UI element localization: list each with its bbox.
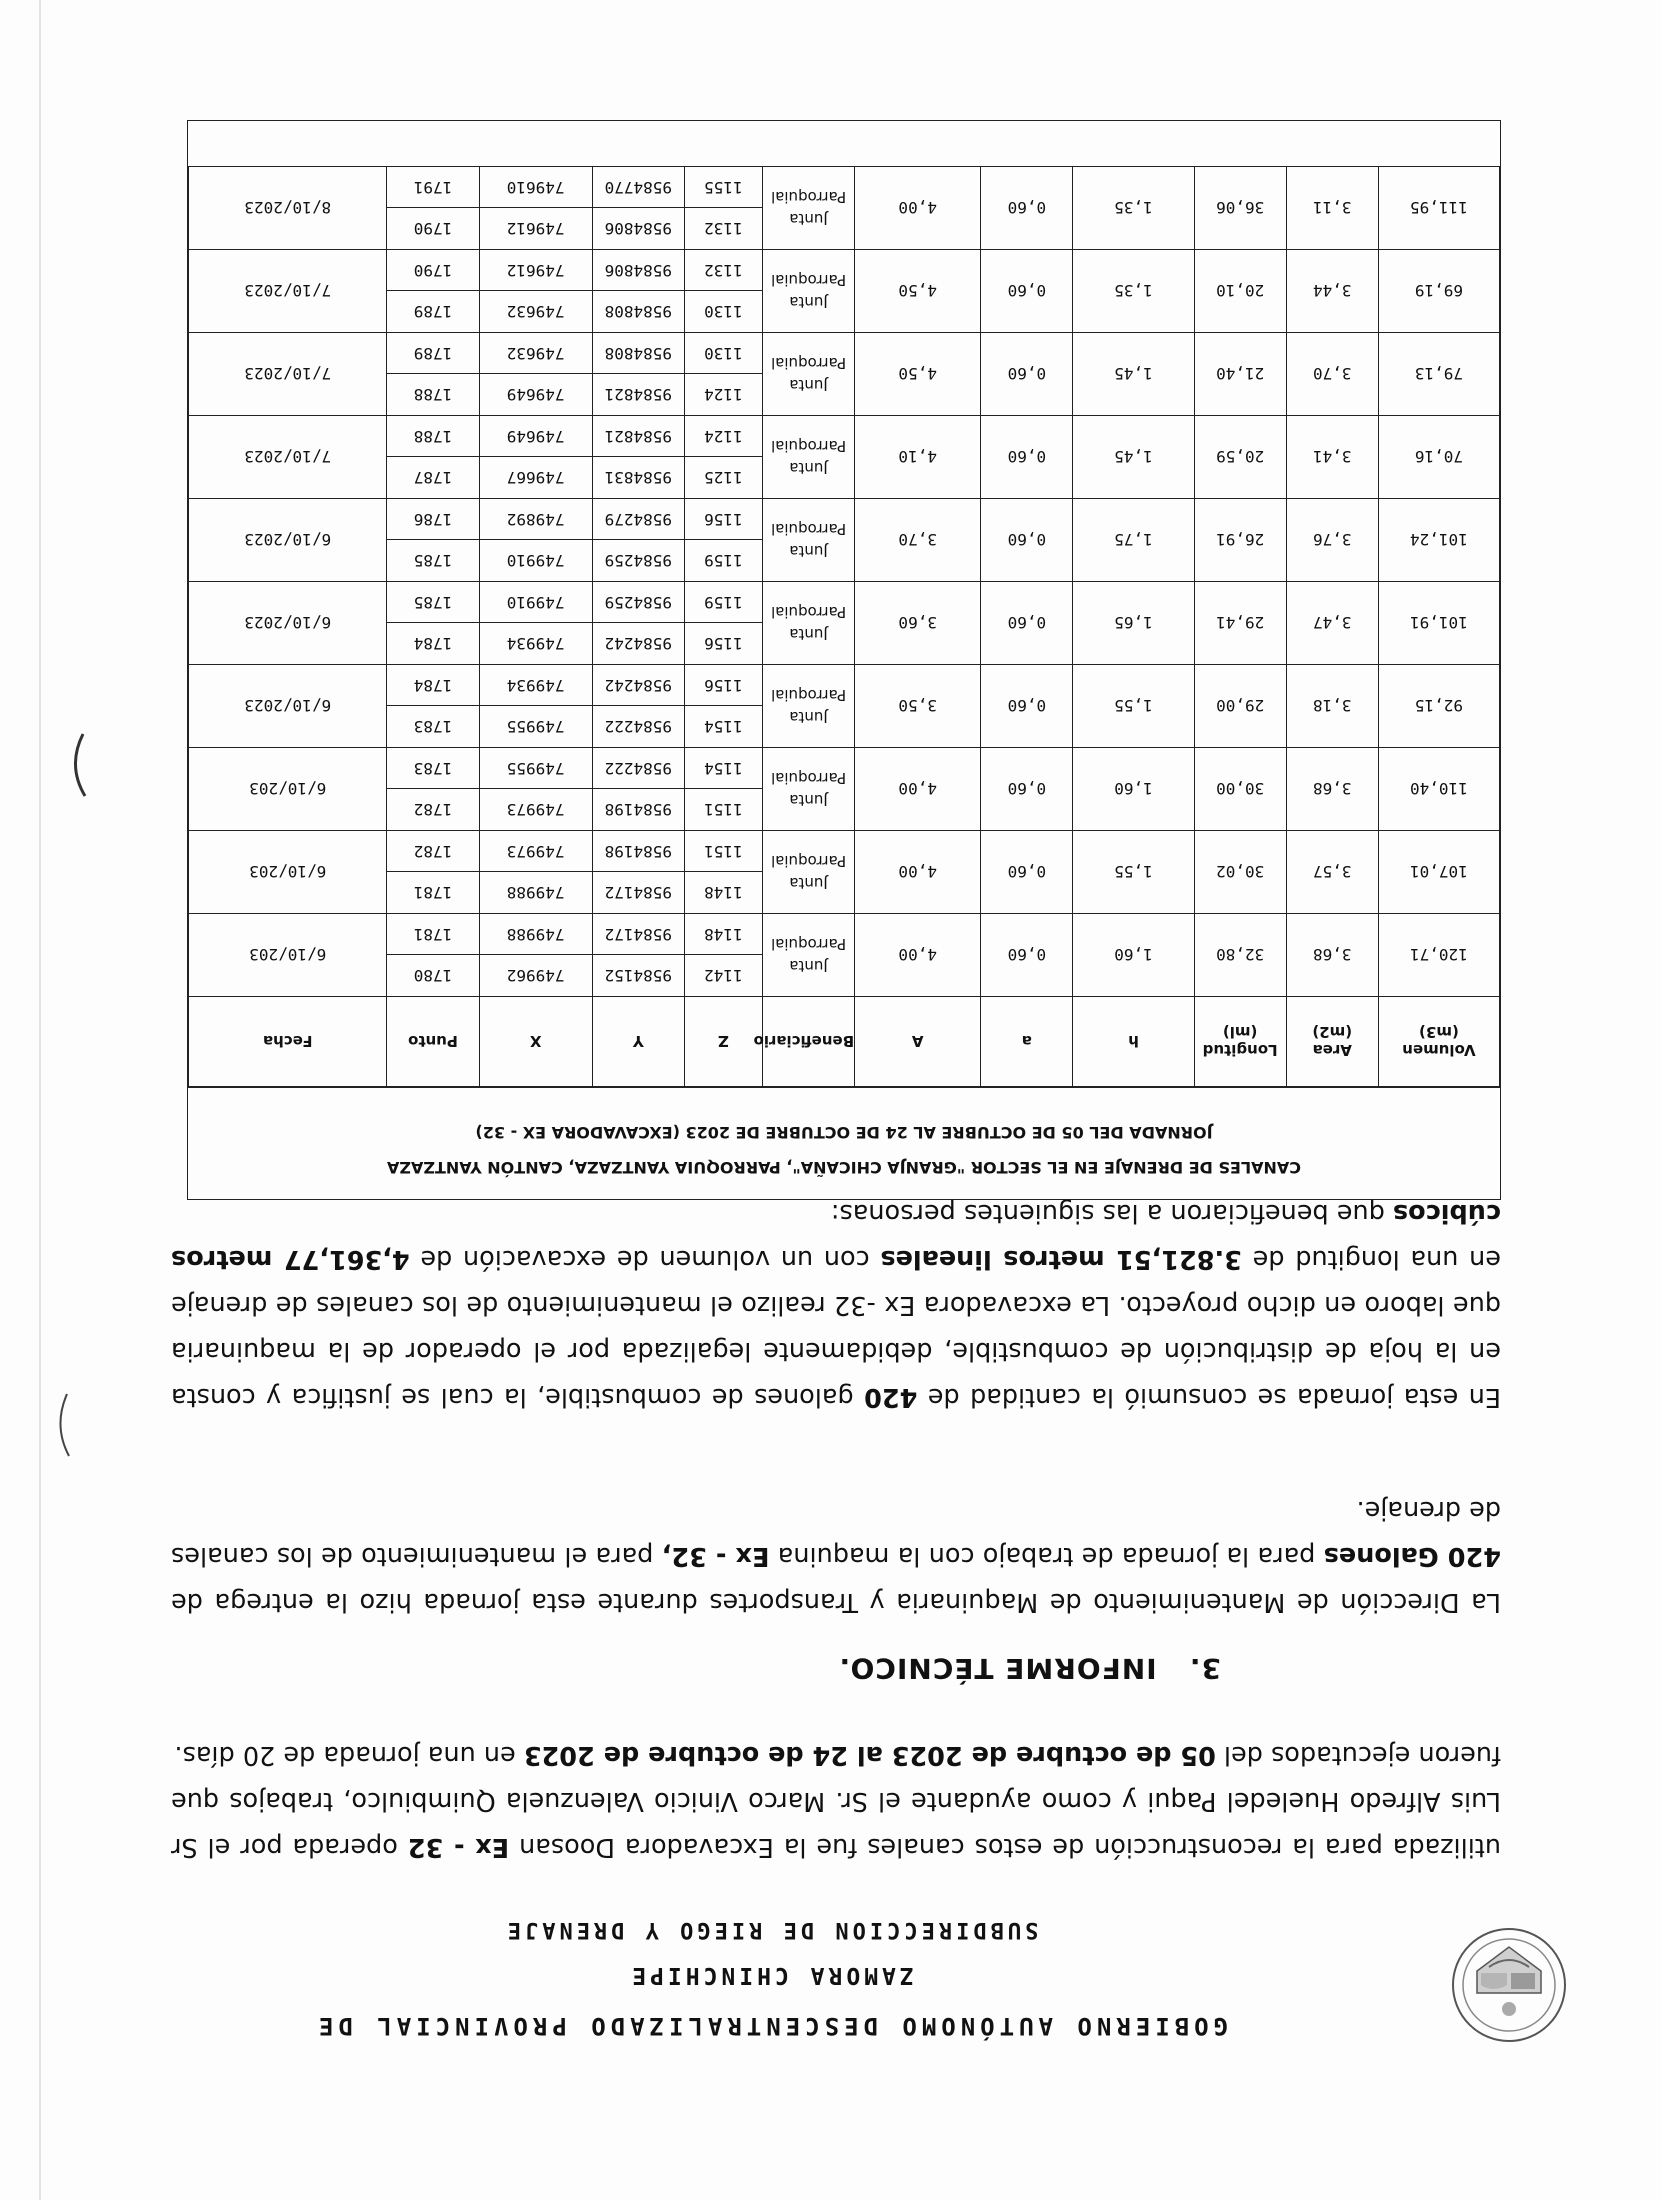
section-number: 3. [1188,1652,1221,1685]
text-run: operada por el Sr Luis Alfredo Hueledel Paqui y como ayudante el Sr. Marco Vinicio Valenzuela Quimbiulco, trabajos que fueron ejecutados del [171,1740,1501,1862]
cell-volumen: 111,95 [1378,167,1499,250]
table-row [189,872,1500,914]
cell-volumen: 107,01 [1378,831,1499,914]
beneficiario-line-2: Parroquial [771,603,847,621]
cell-punto: 1789 [387,291,479,333]
cell-y: 9584222 [592,748,684,790]
cell-a-upper: 4,50 [855,250,981,333]
cell-punto: 1791 [387,167,479,209]
cell-x: 749955 [479,706,592,748]
bold-run: 420 Galones [1323,1541,1501,1571]
table-row [189,457,1500,499]
cell-x: 749988 [479,872,592,914]
header-area-label: Area [1312,1041,1352,1060]
header-area [1286,997,1378,1087]
text-run: La Dirección de Mantenimiento de Maquinaria y Transportes durante esta jornada hizo la entrega de [171,1587,1501,1617]
bold-run: 05 de octubre de 2023 al 24 de octubre de 2023 [523,1740,1216,1770]
cell-punto: 1790 [387,250,479,292]
cell-a-lower: 0,60 [981,333,1073,416]
paragraph-fuel-delivery [171,1487,1501,1625]
cell-beneficiario [762,582,854,665]
cell-y: 9584259 [592,582,684,624]
cell-h: 1,55 [1073,831,1194,914]
cell-volumen: 69,19 [1378,250,1499,333]
table-body [189,167,1500,997]
cell-punto: 1784 [387,665,479,707]
drainage-table-box [187,120,1501,1200]
cell-h: 1,60 [1073,914,1194,997]
beneficiario-line-2: Parroquial [771,271,847,289]
cell-z: 1156 [684,623,762,665]
cell-y: 9584152 [592,955,684,997]
header-volumen-label: Volumen [1402,1041,1476,1060]
cell-y: 9584222 [592,706,684,748]
cell-fecha: 7/10/2023 [189,250,387,333]
cell-volumen: 110,40 [1378,748,1499,831]
cell-z: 1159 [684,582,762,624]
header-a-upper: A [855,997,981,1087]
cell-fecha: 6/10/2023 [189,582,387,665]
cell-area: 3,70 [1286,333,1378,416]
table-row [189,208,1500,250]
cell-punto: 1790 [387,208,479,250]
cell-longitud: 30,02 [1194,831,1286,914]
header-line-1: GOBIERNO AUTÓNOMO DESCENTRALIZADO PROVINCIAL DE [313,2012,1229,2040]
header-longitud-label: Longitud [1202,1041,1278,1060]
cell-punto: 1788 [387,374,479,416]
text-run: en una jornada de 20 días. [174,1740,524,1770]
beneficiario-line-2: Parroquial [771,852,847,870]
cell-punto: 1789 [387,333,479,375]
header-punto: Punto [387,997,479,1087]
cell-z: 1151 [684,831,762,873]
cell-punto: 1788 [387,416,479,458]
header-longitud-unit: (ml) [1222,1023,1258,1042]
cell-y: 9584198 [592,789,684,831]
cell-x: 749612 [479,208,592,250]
cell-x: 749910 [479,540,592,582]
cell-x: 749988 [479,914,592,956]
scan-edge-line [39,0,41,2200]
beneficiario-line-1: Junta [789,874,828,892]
cell-punto: 1785 [387,540,479,582]
cell-a-upper: 4,00 [855,831,981,914]
header-beneficiario: Beneficiario [762,997,854,1087]
header-longitud [1194,997,1286,1087]
cell-punto: 1784 [387,623,479,665]
cell-h: 1,45 [1073,416,1194,499]
cell-z: 1148 [684,914,762,956]
cell-h: 1,60 [1073,748,1194,831]
bold-run: Ex - 32, [661,1541,770,1571]
beneficiario-line-2: Parroquial [771,686,847,704]
cell-y: 9584172 [592,914,684,956]
cell-z: 1154 [684,748,762,790]
paragraph-machinery [171,1732,1501,1870]
cell-a-lower: 0,60 [981,914,1073,997]
cell-x: 749632 [479,291,592,333]
beneficiario-line-1: Junta [789,459,828,477]
cell-area: 3,76 [1286,499,1378,582]
cell-y: 9584242 [592,623,684,665]
table-row [189,955,1500,997]
section-heading [839,1652,1221,1685]
cell-volumen: 101,24 [1378,499,1499,582]
cell-x: 749649 [479,416,592,458]
cell-h: 1,45 [1073,333,1194,416]
cell-punto: 1781 [387,914,479,956]
cell-beneficiario [762,499,854,582]
cell-z: 1132 [684,250,762,292]
cell-area: 3,57 [1286,831,1378,914]
cell-volumen: 79,13 [1378,333,1499,416]
cell-a-upper: 4,00 [855,914,981,997]
cell-area: 3,68 [1286,748,1378,831]
cell-h: 1,55 [1073,665,1194,748]
cell-x: 749910 [479,582,592,624]
cell-y: 9584172 [592,872,684,914]
cell-beneficiario [762,914,854,997]
cell-punto: 1782 [387,789,479,831]
cell-area: 3,47 [1286,582,1378,665]
cell-longitud: 20,59 [1194,416,1286,499]
cell-y: 9584279 [592,499,684,541]
cell-z: 1156 [684,499,762,541]
text-run: que beneficiaron a las siguientes personas: [830,1198,1393,1228]
table-title-line-1: CANALES DE DRENAJE EN EL SECTOR "GRANJA CHICAÑA", PARROQUIA YANTZAZA, CANTÓN YANTZAZA [386,1158,1302,1177]
cell-beneficiario [762,250,854,333]
beneficiario-line-1: Junta [789,625,828,643]
cell-beneficiario [762,167,854,250]
cell-a-upper: 3,50 [855,665,981,748]
cell-y: 9584821 [592,416,684,458]
cell-z: 1151 [684,789,762,831]
cell-x: 749973 [479,831,592,873]
cell-area: 3,11 [1286,167,1378,250]
cell-a-lower: 0,60 [981,250,1073,333]
cell-fecha: 8/10/2023 [189,167,387,250]
table-row [189,623,1500,665]
cell-a-upper: 4,10 [855,416,981,499]
table-row [189,706,1500,748]
cell-a-upper: 3,60 [855,582,981,665]
cell-x: 749934 [479,623,592,665]
cell-longitud: 29,41 [1194,582,1286,665]
cell-y: 9584242 [592,665,684,707]
cell-z: 1159 [684,540,762,582]
cell-z: 1156 [684,665,762,707]
cell-a-lower: 0,60 [981,748,1073,831]
cell-z: 1142 [684,955,762,997]
cell-longitud: 26,91 [1194,499,1286,582]
cell-z: 1130 [684,291,762,333]
cell-fecha: 6/10/203 [189,748,387,831]
cell-x: 749962 [479,955,592,997]
cell-longitud: 32,80 [1194,914,1286,997]
cell-h: 1,35 [1073,167,1194,250]
text-run: con un volumen de excavación de [409,1244,881,1274]
header-line-2: ZAMORA CHINCHIPE [628,1962,914,1988]
header-fecha: Fecha [189,997,387,1087]
scan-mark-icon [61,730,91,800]
cell-a-lower: 0,60 [981,665,1073,748]
cell-y: 9584770 [592,167,684,209]
header-h: h [1073,997,1194,1087]
beneficiario-line-1: Junta [789,293,828,311]
cell-a-upper: 4,00 [855,748,981,831]
cell-h: 1,35 [1073,250,1194,333]
header-volumen [1378,997,1499,1087]
text-run: En esta jornada se consumió la cantidad de [917,1382,1501,1412]
cell-z: 1148 [684,872,762,914]
cell-a-lower: 0,60 [981,499,1073,582]
cell-a-upper: 4,50 [855,333,981,416]
cell-punto: 1780 [387,955,479,997]
text-run: para el mantenimiento de los canales de drenaje. [171,1495,1501,1571]
cell-punto: 1783 [387,706,479,748]
cell-punto: 1785 [387,582,479,624]
cell-y: 9584259 [592,540,684,582]
cell-punto: 1783 [387,748,479,790]
text-run: utilizada para la reconstrucción de estos canales fue la Excavadora Doosan [509,1832,1501,1862]
beneficiario-line-1: Junta [789,791,828,809]
cell-x: 749955 [479,748,592,790]
cell-volumen: 120,71 [1378,914,1499,997]
cell-x: 749892 [479,499,592,541]
cell-fecha: 7/10/2023 [189,333,387,416]
beneficiario-line-1: Junta [789,210,828,228]
cell-area: 3,68 [1286,914,1378,997]
beneficiario-line-1: Junta [789,708,828,726]
header-volumen-unit: (m3) [1419,1023,1459,1042]
institution-seal-icon [1449,1925,1569,2045]
header-y: Y [592,997,684,1087]
beneficiario-line-2: Parroquial [771,437,847,455]
text-run: para la jornada de trabajo con la maquina [769,1541,1324,1571]
cell-volumen: 101,91 [1378,582,1499,665]
cell-y: 9584808 [592,333,684,375]
cell-h: 1,75 [1073,499,1194,582]
cell-volumen: 92,15 [1378,665,1499,748]
cell-x: 749973 [479,789,592,831]
cell-z: 1130 [684,333,762,375]
table-title [188,1087,1500,1199]
beneficiario-line-1: Junta [789,957,828,975]
cell-fecha: 6/10/2023 [189,499,387,582]
cell-x: 749934 [479,665,592,707]
cell-area: 3,41 [1286,416,1378,499]
cell-a-lower: 0,60 [981,167,1073,250]
bold-run: 4,361,77 metros cúbicos [170,1198,1501,1274]
cell-y: 9584806 [592,208,684,250]
beneficiario-line-2: Parroquial [771,354,847,372]
cell-punto: 1787 [387,457,479,499]
cell-y: 9584198 [592,831,684,873]
cell-punto: 1786 [387,499,479,541]
cell-longitud: 30,00 [1194,748,1286,831]
cell-z: 1155 [684,167,762,209]
section-title: INFORME TÉCNICO. [838,1652,1157,1685]
cell-y: 9584806 [592,250,684,292]
cell-longitud: 29,00 [1194,665,1286,748]
cell-longitud: 21,40 [1194,333,1286,416]
cell-fecha: 6/10/203 [189,831,387,914]
cell-x: 749667 [479,457,592,499]
table-row [189,540,1500,582]
cell-fecha: 6/10/203 [189,914,387,997]
scan-mark-icon [45,1390,75,1460]
cell-x: 749632 [479,333,592,375]
cell-punto: 1782 [387,831,479,873]
cell-longitud: 20,10 [1194,250,1286,333]
header-a-lower: a [981,997,1073,1087]
cell-fecha: 6/10/2023 [189,665,387,748]
beneficiario-line-2: Parroquial [771,520,847,538]
text-run: galones de combustible, la cual se justifica y consta en la hoja de distribución de combustible, debidamente legalizada por el operador de la maquinaria que laboro en dicho proyecto. La excavadora Ex -32 realizo el mantenimiento de los canales de drenaje en una longitud de [170,1244,1501,1412]
cell-z: 1154 [684,706,762,748]
cell-longitud: 36,06 [1194,167,1286,250]
cell-beneficiario [762,416,854,499]
beneficiario-line-2: Parroquial [771,769,847,787]
bold-run: 420 [864,1382,918,1412]
table-row [189,291,1500,333]
cell-z: 1124 [684,416,762,458]
table-title-line-2: JORNADA DEL 05 DE OCTUBRE AL 24 DE OCTUBRE DE 2023 (EXCAVADORA EX - 32) [475,1123,1213,1142]
cell-a-upper: 4,00 [855,167,981,250]
cell-beneficiario [762,665,854,748]
beneficiario-line-2: Parroquial [771,935,847,953]
cell-x: 749612 [479,250,592,292]
cell-y: 9584808 [592,291,684,333]
cell-h: 1,65 [1073,582,1194,665]
cell-fecha: 7/10/2023 [189,416,387,499]
header-x: X [479,997,592,1087]
cell-a-lower: 0,60 [981,416,1073,499]
header-area-unit: (m2) [1312,1023,1353,1042]
cell-a-lower: 0,60 [981,582,1073,665]
beneficiario-line-2: Parroquial [771,188,847,206]
header-z: Z [684,997,762,1087]
cell-area: 3,44 [1286,250,1378,333]
cell-y: 9584831 [592,457,684,499]
bold-run: Ex - 32 [407,1832,510,1862]
header-line-3: SUBDIRECCION DE RIEGO Y DRENAJE [503,1917,1039,1942]
cell-beneficiario [762,831,854,914]
cell-a-upper: 3,70 [855,499,981,582]
table-row [189,374,1500,416]
cell-area: 3,18 [1286,665,1378,748]
document-header [181,1917,1361,2040]
cell-y: 9584821 [592,374,684,416]
cell-beneficiario [762,333,854,416]
cell-a-lower: 0,60 [981,831,1073,914]
beneficiario-line-1: Junta [789,542,828,560]
cell-z: 1132 [684,208,762,250]
table-header-row [189,997,1500,1087]
cell-volumen: 70,16 [1378,416,1499,499]
beneficiario-line-1: Junta [789,376,828,394]
cell-x: 749610 [479,167,592,209]
paragraph-fuel-consumption [171,1190,1501,1420]
table-row [189,789,1500,831]
cell-beneficiario [762,748,854,831]
cell-punto: 1781 [387,872,479,914]
cell-z: 1125 [684,457,762,499]
bold-run: 3.821,51 metros lineales [880,1244,1242,1274]
cell-x: 749649 [479,374,592,416]
cell-z: 1124 [684,374,762,416]
drainage-table [188,166,1500,1087]
